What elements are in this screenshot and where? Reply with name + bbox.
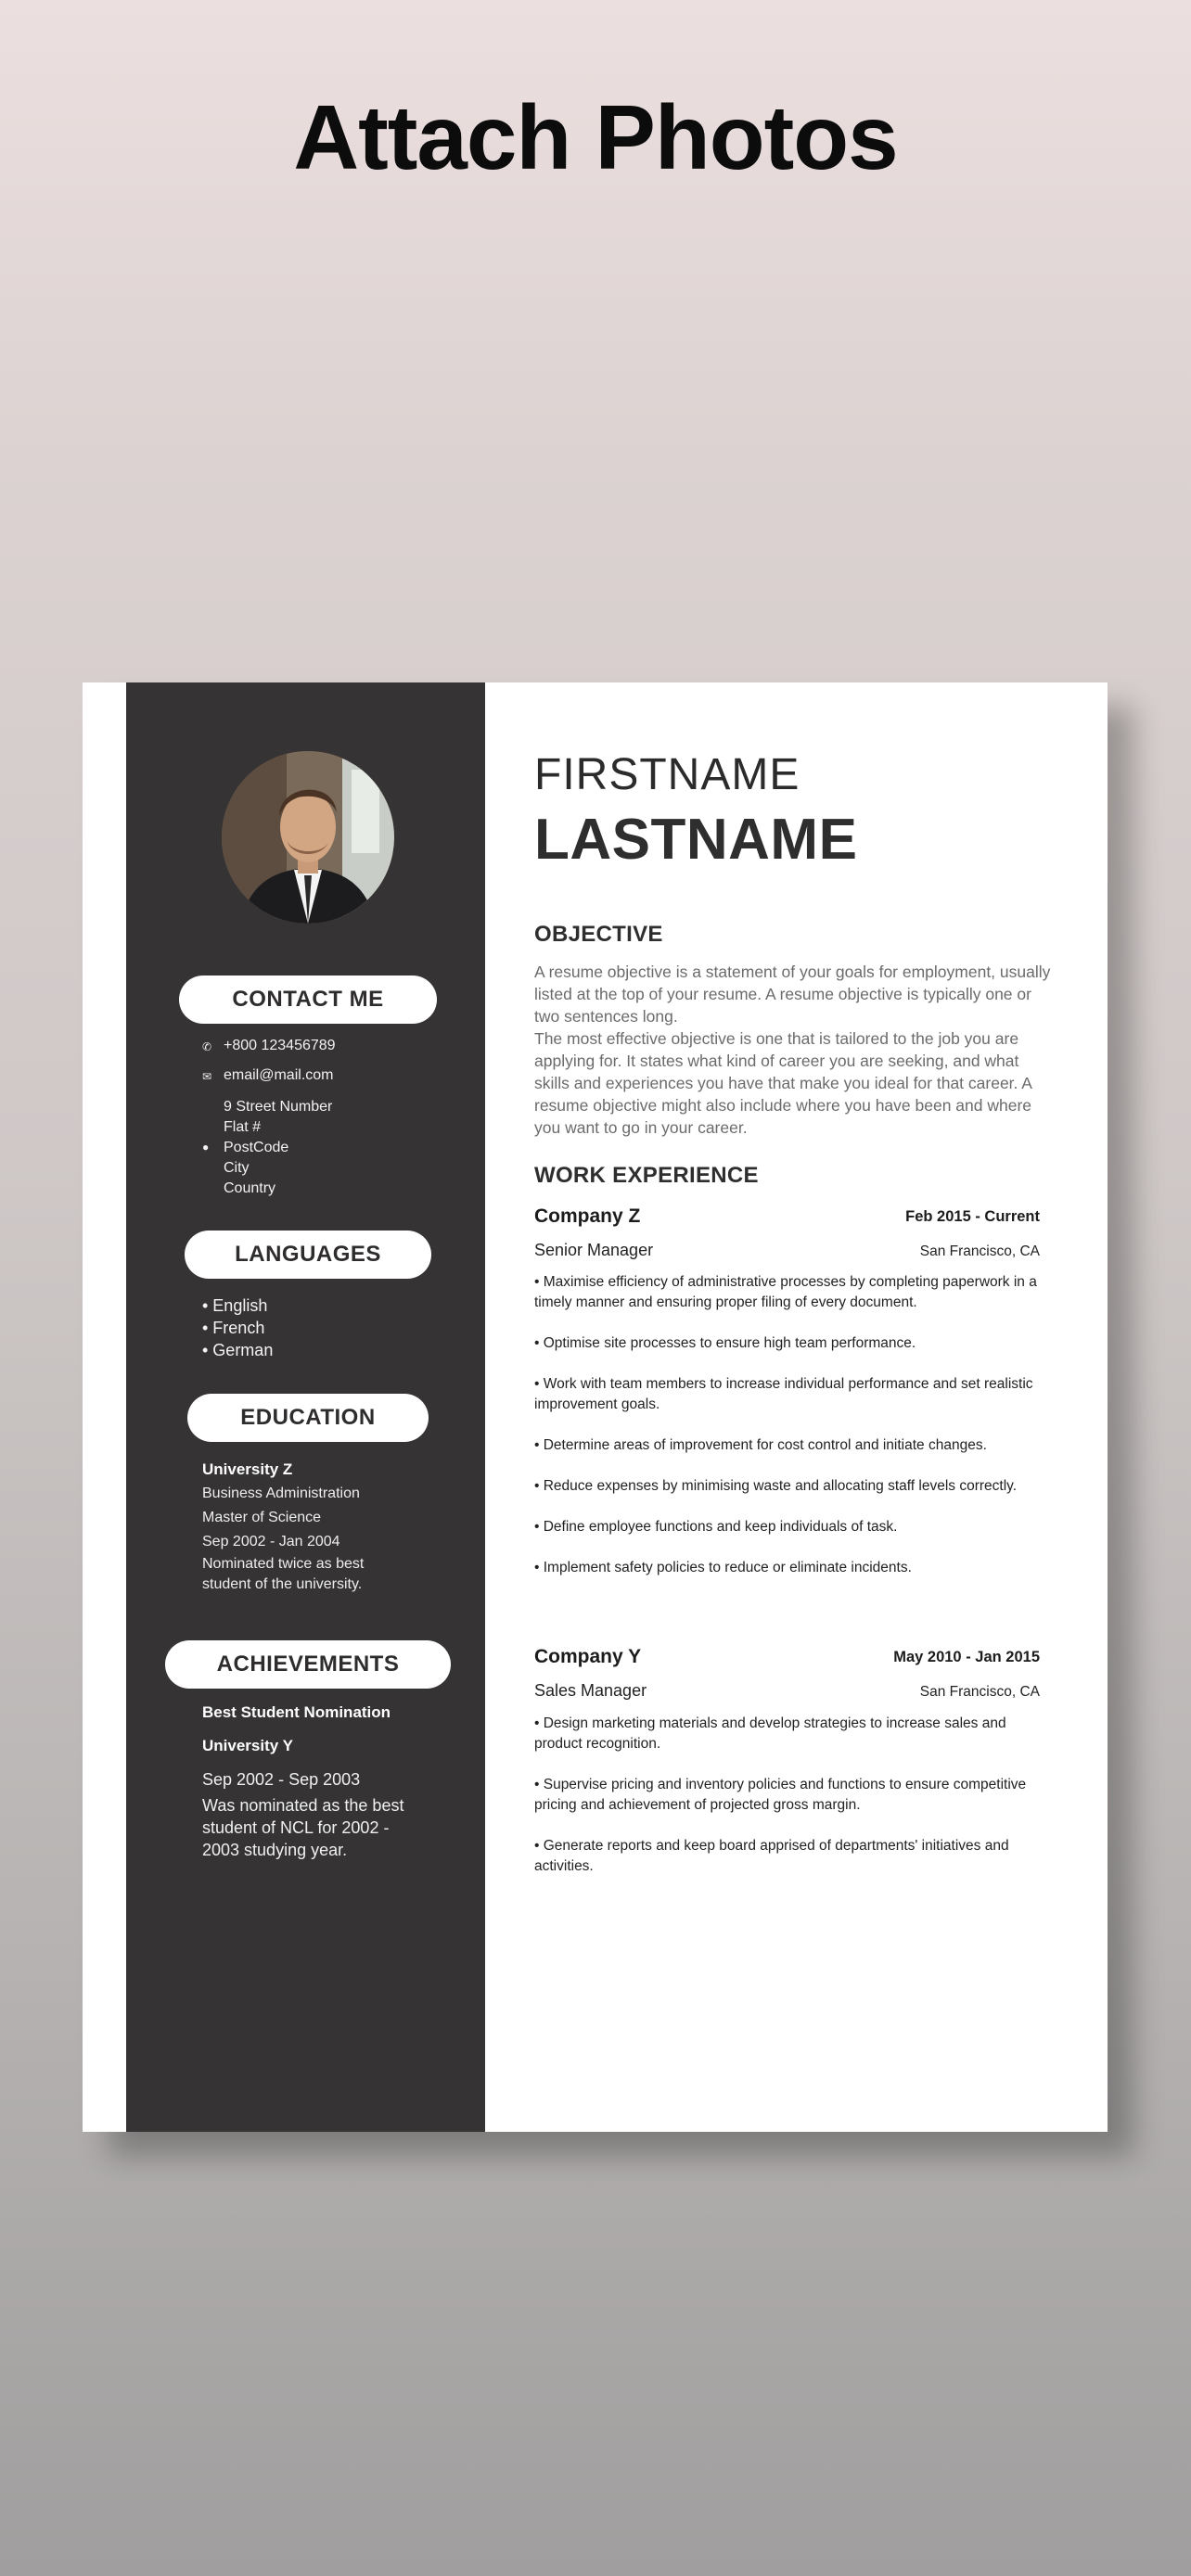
job-location: San Francisco, CA bbox=[919, 1684, 1040, 1700]
job-bullet: • Work with team members to increase individual performance and set realistic improvement goals. bbox=[534, 1376, 1033, 1412]
language-item: • English bbox=[202, 1296, 268, 1315]
languages-heading: LANGUAGES bbox=[185, 1231, 431, 1279]
achievement-description: Was nominated as the best student of NCL for 2002 - 2003 studying year. bbox=[202, 1796, 404, 1859]
job-bullet: • Maximise efficiency of administrative processes by completing paperwork in a timely manner and ensuring proper filing of every document. bbox=[534, 1274, 1037, 1310]
job-bullets bbox=[534, 1714, 1054, 1897]
address-line: PostCode bbox=[224, 1140, 289, 1155]
contact-heading: CONTACT ME bbox=[179, 976, 437, 1024]
profile-photo[interactable] bbox=[222, 751, 394, 924]
phone-icon: ✆ bbox=[202, 1040, 212, 1053]
location-pin-icon: ● bbox=[202, 1141, 210, 1154]
language-item: • French bbox=[202, 1319, 265, 1337]
address-line: 9 Street Number bbox=[224, 1099, 333, 1115]
first-name: FIRSTNAME bbox=[534, 750, 800, 799]
language-item: • German bbox=[202, 1341, 274, 1359]
job-bullets bbox=[534, 1272, 1054, 1599]
objective-heading: OBJECTIVE bbox=[534, 922, 663, 947]
job-bullet: • Define employee functions and keep individuals of task. bbox=[534, 1519, 898, 1535]
job-location: San Francisco, CA bbox=[919, 1243, 1040, 1259]
contact-phone: +800 123456789 bbox=[224, 1038, 336, 1053]
job-bullet: • Reduce expenses by minimising waste and allocating staff levels correctly. bbox=[534, 1478, 1018, 1494]
education-school: University Z bbox=[202, 1460, 293, 1478]
achievement-school: University Y bbox=[202, 1737, 293, 1754]
work-heading: WORK EXPERIENCE bbox=[534, 1163, 759, 1188]
education-line: Master of Science bbox=[202, 1510, 322, 1525]
job-company-name: Company Z bbox=[534, 1205, 641, 1227]
objective-text bbox=[534, 961, 1054, 1139]
achievement-award: Best Student Nomination bbox=[202, 1703, 391, 1721]
objective-paragraph: The most effective objective is one that is tailored to the job you are applying for. It states what kind of career you are seeking, and what skills and experiences you have that make you ideal for that career. A resume objective might also include where you have been and where you want to go in your career. bbox=[534, 1029, 1032, 1137]
objective-paragraph: A resume objective is a statement of your goals for employment, usually listed at the top of your resume. A resume objective is typically one or two sentences long. bbox=[534, 963, 1051, 1026]
education-line: Business Administration bbox=[202, 1486, 360, 1501]
job-bullet: • Design marketing materials and develop strategies to increase sales and product recognition. bbox=[534, 1715, 1006, 1752]
job-role: Sales Manager bbox=[534, 1681, 647, 1700]
job-bullet: • Generate reports and keep board apprised of departments' initiatives and activities. bbox=[534, 1838, 1009, 1874]
job-bullet: • Optimise site processes to ensure high team performance. bbox=[534, 1335, 916, 1351]
education-line: Nominated twice as best student of the university. bbox=[202, 1556, 365, 1592]
job-role-row bbox=[534, 1241, 1040, 1260]
education-entry bbox=[202, 1458, 416, 1595]
education-line: Sep 2002 - Jan 2004 bbox=[202, 1534, 340, 1549]
achievements-heading: ACHIEVEMENTS bbox=[165, 1640, 451, 1689]
job-company bbox=[534, 1205, 1040, 1228]
job-role: Senior Manager bbox=[534, 1241, 654, 1259]
contact-address bbox=[224, 1097, 332, 1199]
achievement-dates: Sep 2002 - Sep 2003 bbox=[202, 1770, 361, 1789]
job-dates: May 2010 - Jan 2015 bbox=[893, 1649, 1040, 1665]
contact-email: email@mail.com bbox=[224, 1067, 334, 1083]
address-line: City bbox=[224, 1160, 250, 1176]
job-bullet: • Supervise pricing and inventory policies and functions to ensure competitive pricing and achievement of projected gross margin. bbox=[534, 1777, 1027, 1813]
job-role-row bbox=[534, 1681, 1040, 1701]
job-dates: Feb 2015 - Current bbox=[905, 1208, 1040, 1225]
education-heading: EDUCATION bbox=[187, 1394, 429, 1442]
resume-sidebar bbox=[126, 682, 485, 2132]
achievement-entry bbox=[202, 1702, 425, 1861]
email-icon: ✉ bbox=[202, 1070, 212, 1083]
last-name: LASTNAME bbox=[534, 808, 858, 872]
resume-document bbox=[83, 682, 1108, 2132]
address-line: Country bbox=[224, 1180, 276, 1196]
page-headline: Attach Photos bbox=[293, 86, 898, 188]
job-bullet: • Implement safety policies to reduce or eliminate incidents. bbox=[534, 1560, 912, 1575]
job-company-name: Company Y bbox=[534, 1646, 642, 1667]
address-line: Flat # bbox=[224, 1119, 262, 1135]
languages-list bbox=[202, 1294, 273, 1361]
job-bullet: • Determine areas of improvement for cost control and initiate changes. bbox=[534, 1437, 987, 1453]
job-company bbox=[534, 1646, 1040, 1668]
